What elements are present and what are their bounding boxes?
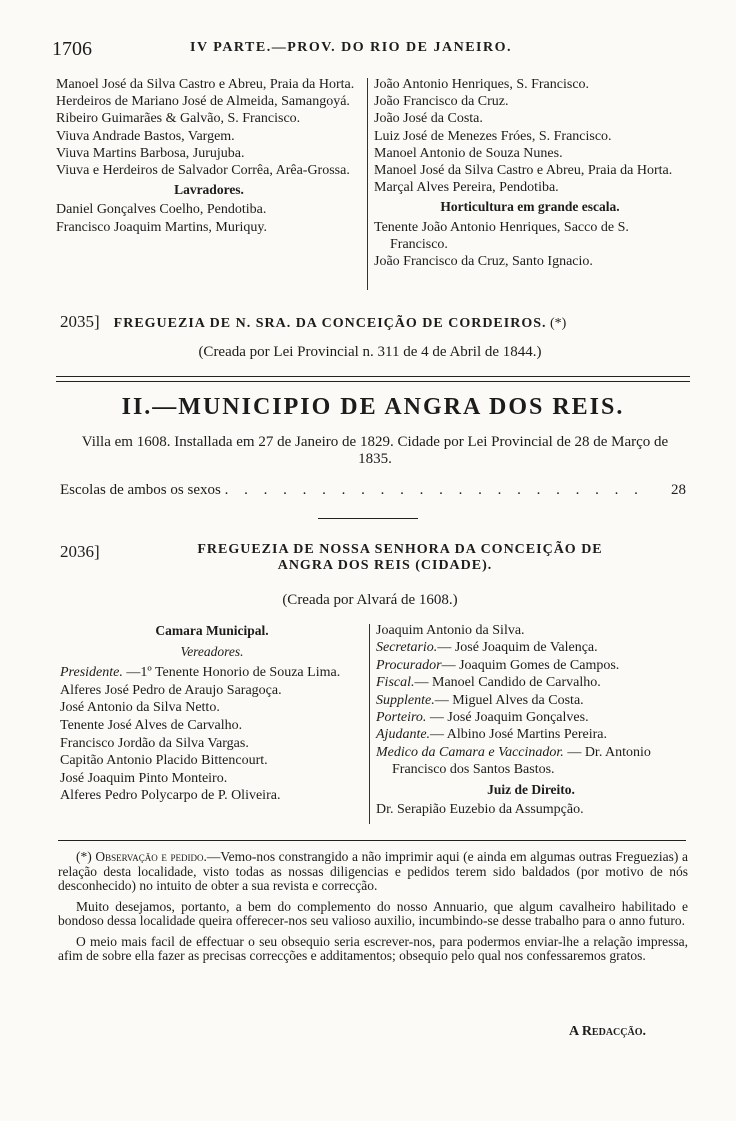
top-right-column [374, 76, 686, 270]
list-item: João José da Costa. [374, 111, 483, 127]
entry-number: 2035] [60, 312, 100, 331]
role-holder: — Dr. Antonio Francisco dos Santos Bastos. [392, 744, 651, 778]
double-rule [56, 376, 690, 382]
list-item: João Francisco da Cruz. [374, 94, 509, 110]
top-left-column [56, 76, 362, 236]
freguezia-2035-heading [60, 312, 680, 332]
list-item: João Francisco da Cruz, Santo Ignacio. [374, 254, 593, 270]
official-entry [376, 674, 686, 691]
official-entry [376, 639, 686, 656]
role-label: Supplente. [376, 692, 435, 708]
medico-entry [376, 744, 686, 779]
list-item: Viuva Andrade Bastos, Vargem. [56, 128, 235, 144]
leader-dots: . . . . . . . . . . . . . . . . . . . . . . [224, 482, 644, 498]
freguezia-2036-heading [60, 542, 680, 574]
observacao-note [58, 850, 688, 970]
observacao-paragraph-2: Muito desejamos, portanto, a bem do complemento do nosso Annuario, que algum cavalheiro habilitado e bondoso dessa localidade queira offerecer-nos seu valioso auxilio, incumbindo-se desse trabalho para o anno futuro. [58, 898, 688, 928]
list-item: Francisco Joaquim Martins, Muriquy. [56, 219, 268, 235]
list-item: Luiz José de Menezes Fróes, S. Francisco. [374, 128, 612, 144]
camara-right-column [376, 622, 686, 818]
list-item: Tenente José Alves de Carvalho. [60, 717, 243, 733]
villa-history: Villa em 1608. Installada em 27 de Janeiro de 1829. Cidade por Lei Provincial de 28 de Março de 1835. [81, 434, 669, 467]
section-heading-horticultura: Horticultura em grande escala. [440, 199, 620, 215]
escolas-label: Escolas de ambos os sexos [60, 482, 221, 498]
municipio-title: II.—MUNICIPIO DE ANGRA DOS REIS. [121, 394, 625, 420]
role-holder: — Manoel Candido de Carvalho. [414, 675, 601, 691]
footnote-marker: (*) [550, 316, 567, 331]
list-item: Herdeiros de Mariano José de Almeida, Samangoyá. [56, 94, 350, 110]
escolas-count: 28 [671, 482, 686, 498]
list-item: Manoel José da Silva Castro e Abreu, Praia da Horta. [56, 77, 355, 92]
column-divider [367, 78, 368, 290]
list-item: José Antonio da Silva Netto. [60, 700, 220, 716]
official-entry [376, 726, 686, 743]
list-item: Ribeiro Guimarães & Galvão, S. Francisco. [56, 111, 301, 127]
role-label: Porteiro. [376, 710, 427, 726]
observacao-text: —Vemo-nos constrangido a não imprimir aqui (e ainda em algumas outras Freguezias) a relação desta localidade, visto todas as nossas diligencias e pedidos terem sido baldados (por motivo de nós desconhecido) no intuito de obter a sua revista e correcção. [58, 849, 688, 893]
role-holder: — José Joaquim Gonçalves. [426, 710, 589, 726]
official-entry [376, 657, 686, 674]
list-item: Capitão Antonio Placido Bittencourt. [60, 753, 268, 769]
presidente-entry [60, 664, 364, 682]
camara-heading: Camara Municipal. [155, 623, 269, 638]
signature: A Redacção. [568, 1024, 646, 1039]
freguezia-title-line1: FREGUEZIA DE NOSSA SENHORA DA CONCEIÇÃO DE [197, 542, 603, 557]
role-label: Secretario. [376, 640, 438, 656]
list-item: Marçal Alves Pereira, Pendotiba. [374, 180, 559, 196]
list-item: Manoel Antonio de Souza Nunes. [374, 145, 563, 161]
observacao-paragraph-1 [58, 850, 688, 894]
list-item: Joaquim Antonio da Silva. [376, 623, 525, 638]
role-label: Procurador [376, 657, 442, 673]
list-item: Alferes Pedro Polycarpo de P. Oliveira. [60, 788, 281, 804]
role-label: Ajudante. [376, 727, 431, 743]
page-number: 1706 [52, 38, 92, 60]
freguezia-title-line2: ANGRA DOS REIS (CIDADE). [277, 558, 493, 573]
list-item: Daniel Gonçalves Coelho, Pendotiba. [56, 202, 267, 218]
list-item: Tenente João Antonio Henriques, Sacco de S. Francisco. [374, 219, 629, 252]
list-item: José Joaquim Pinto Monteiro. [60, 770, 228, 786]
freguezia-title: FREGUEZIA DE N. SRA. DA CONCEIÇÃO DE CORDEIROS. [113, 316, 547, 331]
role-label: Medico da Camara e Vaccinador. [376, 744, 564, 760]
creation-note: (Creada por Alvará de 1608.) [282, 592, 458, 608]
official-entry [376, 709, 686, 726]
running-header: IV PARTE.—PROV. DO RIO DE JANEIRO. [190, 40, 512, 55]
list-item: Francisco Jordão da Silva Vargas. [60, 735, 249, 751]
observacao-label: Observação e pedido. [95, 849, 207, 864]
list-item: Manoel José da Silva Castro e Abreu, Praia da Horta. [374, 163, 673, 179]
short-rule [318, 518, 418, 519]
list-item: Alferes José Pedro de Araujo Saragoça. [60, 682, 282, 698]
role-holder: — Miguel Alves da Costa. [434, 692, 584, 708]
role-holder: — José Joaquim de Valença. [437, 640, 598, 656]
rule [58, 840, 686, 841]
list-item: Viuva Martins Barbosa, Jurujuba. [56, 145, 245, 161]
role-holder: — Joaquim Gomes de Campos. [441, 657, 620, 673]
role-holder: —1º Tenente Honorio de Souza Lima. [126, 665, 341, 681]
entry-number: 2036] [60, 542, 100, 561]
list-item: Dr. Serapião Euzebio da Assumpção. [376, 802, 584, 818]
role-holder: — Albino José Martins Pereira. [430, 727, 607, 743]
camara-left-column [60, 622, 364, 805]
column-divider [369, 624, 370, 824]
footnote-marker: (*) [76, 849, 92, 864]
role-label: Fiscal. [376, 675, 415, 691]
creation-note: (Creada por Lei Provincial n. 311 de 4 de Abril de 1844.) [198, 344, 542, 360]
vereadores-subheading: Vereadores. [180, 643, 244, 659]
role-label: Presidente. [60, 665, 123, 681]
escolas-line [60, 482, 690, 499]
list-item: Viuva e Herdeiros de Salvador Corrêa, Arêa-Grossa. [56, 163, 350, 179]
list-item: João Antonio Henriques, S. Francisco. [374, 77, 590, 92]
juiz-heading: Juiz de Direito. [487, 781, 575, 797]
official-entry [376, 692, 686, 709]
section-heading-lavradores: Lavradores. [174, 182, 244, 198]
observacao-paragraph-3: O meio mais facil de effectuar o seu obsequio seria escrever-nos, para podermos enviar-lhe a relação impressa, afim de sobre ella fazer as precisas correcções e additamentos; obsequio pelo qual nos confessaremos gratos. [58, 933, 688, 963]
